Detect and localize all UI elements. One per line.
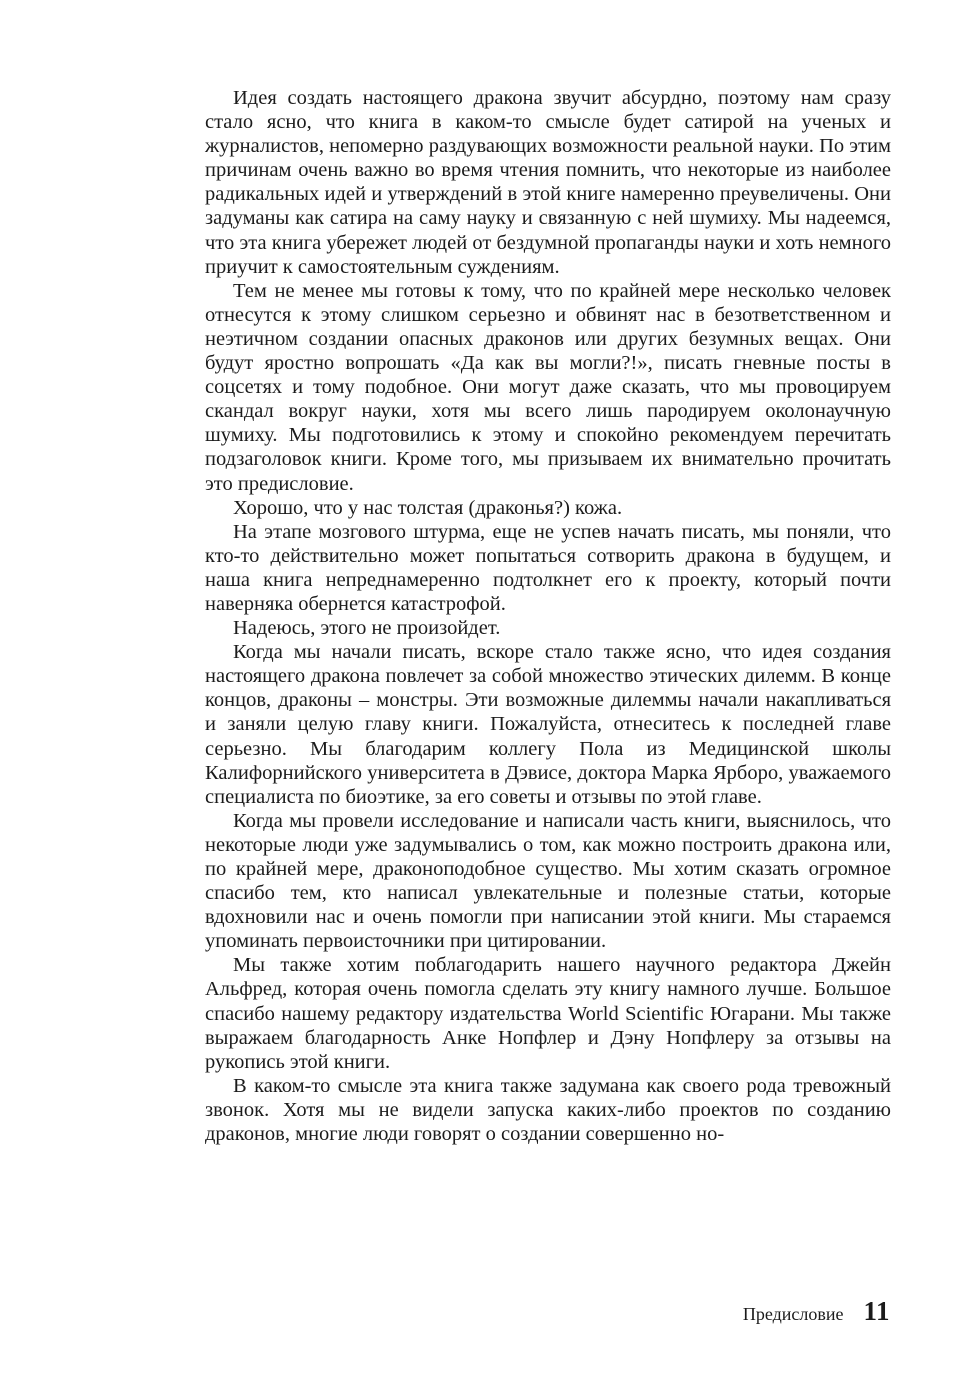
text-column — [205, 86, 891, 1146]
paragraph-4: На этапе мозгового штурма, еще не успев начать писать, мы поняли, что кто-то действительно может попытаться сотворить дракона в будущем, и наша книга непреднамеренно подтолкнет его к проекту, который почти наверняка обернется катастрофой. — [205, 520, 891, 615]
paragraph-2: Тем не менее мы готовы к тому, что по крайней мере несколько человек отнесутся к этому слишком серьезно и обвинят нас в безответственном и неэтичном создании опасных драконов или других безумных вещах. Они будут яростно вопрошать «Да как вы могли?!», писать гневные посты в соцсетях и тому подобное. Они могут даже сказать, что мы провоцируем скандал вокруг науки, хотя мы всего лишь пародируем околонаучную шумиху. Мы подготовились к этому и спокойно рекомендуем перечитать подзаголовок книги. Кроме того, мы призываем их внимательно прочитать это предисловие. — [205, 279, 891, 495]
paragraph-8: Мы также хотим поблагодарить нашего научного редактора Джейн Альфред, которая очень помогла сделать эту книгу намного лучше. Большое спасибо нашему редактору издательства World Scientific Югарани. Мы также выражаем благодарность Анке Нопфлер и Дэну Нопфлеру за отзывы на рукопись этой книги. — [205, 954, 891, 1073]
page-footer — [743, 1296, 890, 1327]
paragraph-7: Когда мы провели исследование и написали часть книги, выяснилось, что некоторые люди уже задумывались о том, как можно построить дракона или, по крайней мере, драконоподобное существо. Мы хотим сказать огромное спасибо тем, кто написал увлекательные и полезные статьи, которые вдохновили нас и очень помогли при написании этой книги. Мы стараемся упоминать первоисточники при цитировании. — [205, 809, 891, 953]
paragraph-5: Надеюсь, этого не произойдет. — [233, 617, 501, 640]
paragraph-9: В каком-то смысле эта книга также задумана как своего рода тревожный звонок. Хотя мы не видели запуска каких-либо проектов по созданию драконов, многие люди говорят о создании совершенно но- — [205, 1074, 891, 1146]
paragraph-3: Хорошо, что у нас толстая (драконья?) кожа. — [233, 496, 623, 519]
paragraph-1: Идея создать настоящего дракона звучит абсурдно, поэтому нам сразу стало ясно, что книга в каком-то смысле будет сатирой на ученых и журналистов, непомерно раздувающих возможности реальной науки. По этим причинам очень важно во время чтения помнить, что некоторые из наиболее радикальных идей и утверждений в этой книге намеренно преувеличены. Они задуманы как сатира на саму науку и связанную с ней шумиху. Мы надеемся, что эта книга убережет людей от бездумной пропаганды науки и хоть немного приучит к самостоятельным суждениям. — [205, 87, 891, 278]
running-title: Предисловие — [742, 1304, 844, 1324]
paragraph-6: Когда мы начали писать, вскоре стало также ясно, что идея создания настоящего дракона повлечет за собой множество этических дилемм. В конце концов, драконы – монстры. Эти возможные дилеммы начали накапливаться и заняли целую главу книги. Пожалуйста, отнеситесь к последней главе серьезно. Мы благодарим коллегу Пола из Медицинской школы Калифорнийского университета в Дэвисе, доктора Марка Ярборо, уважаемого специалиста по биоэтике, за его советы и отзывы по этой главе. — [205, 641, 891, 808]
page-number: 11 — [863, 1296, 890, 1326]
